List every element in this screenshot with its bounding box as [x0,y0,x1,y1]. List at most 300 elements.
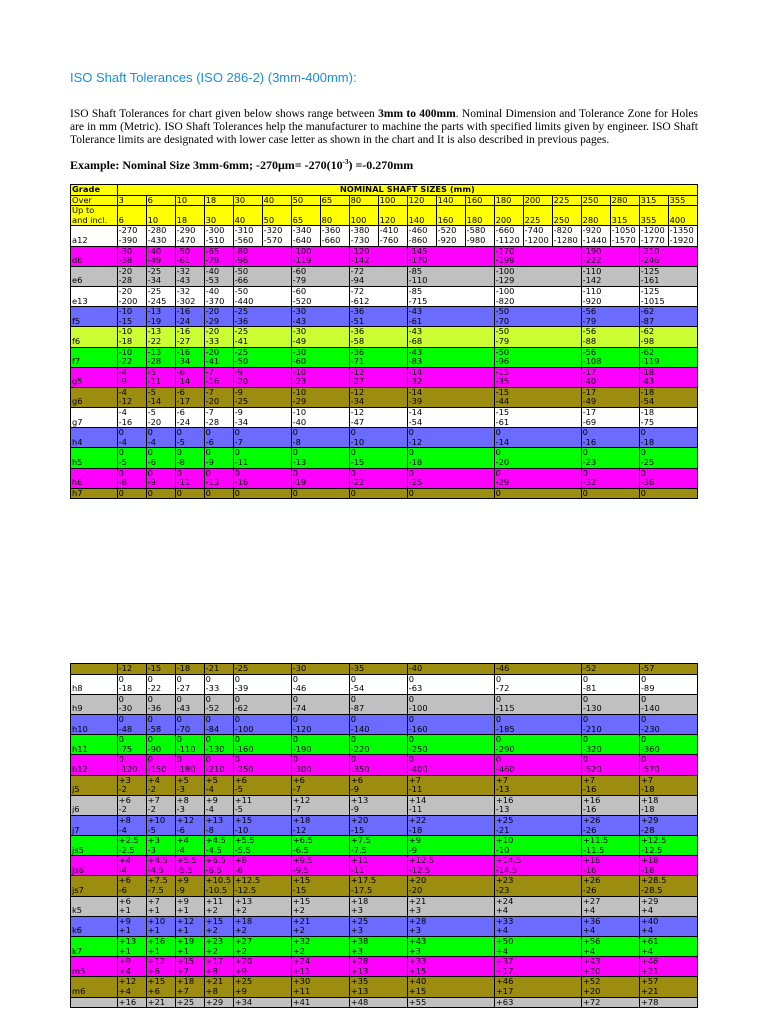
upper-deviation: 0 [408,714,415,724]
lower-deviation: -2 [147,804,156,815]
lower-deviation: -5 [234,784,243,795]
lower-deviation: +15 [408,965,427,976]
tolerance-cell [204,387,233,407]
upper-deviation: +33 [495,916,514,926]
lower-deviation: -15 [350,457,365,468]
upper-deviation: 0 [350,468,356,478]
lower-deviation: -20 [147,416,162,427]
upper-deviation: +9 [408,835,422,846]
upper-deviation: -25 [234,326,249,337]
lower-deviation: -8 [205,824,214,835]
lower-deviation: -12 [292,824,307,835]
upper-deviation: -12 [350,387,365,397]
upper-deviation: +13 [234,896,253,906]
lower-deviation: -4 [205,804,214,815]
upper-deviation: +21 [147,997,166,1007]
lower-deviation: -43 [640,376,655,387]
lower-deviation: -20 [234,376,249,387]
upper-deviation: +12.5 [408,855,435,866]
lower-deviation: -79 [582,315,597,326]
upper-deviation: 0 [205,468,211,478]
upper-deviation: -10 [118,326,133,337]
tolerance-row-j6 [71,795,698,815]
tolerance-cell [117,226,146,246]
lower-deviation: -75 [118,743,133,754]
lower-deviation: -470 [176,234,196,245]
tolerance-cell [204,775,233,795]
upper-deviation: 0 [582,714,589,724]
grade-label: k6 [71,916,118,936]
tolerance-cell [639,714,697,734]
lower-deviation: -27 [176,335,191,346]
upper-deviation: +63 [495,997,514,1007]
upper-deviation: 0 [582,447,588,458]
lower-deviation: -63 [408,683,423,694]
tolerance-cell [581,937,639,957]
upper-deviation: +4 [147,775,160,785]
tolerance-cell [117,664,146,675]
lower-deviation: +1 [176,945,189,956]
lower-deviation: -18 [118,335,133,346]
lower-deviation: +4 [495,905,509,916]
tolerance-cell [233,957,291,977]
upper-deviation: -17 [582,407,597,418]
lower-deviation: -48 [118,723,133,734]
upper-deviation: +28 [408,916,427,926]
upto-size-400: 400 [668,206,697,226]
lower-deviation: -41 [234,335,249,346]
upper-deviation: -40 [408,663,423,673]
upper-deviation: -25 [147,266,162,276]
upper-deviation: +12 [176,815,195,825]
tolerance-cell [146,714,175,734]
lower-deviation: +4 [118,986,131,996]
upto-size-80: 80 [320,206,349,226]
tolerance-cell [639,307,697,327]
tolerance-cell [494,997,581,1008]
tolerance-row-g6 [71,387,698,407]
lower-deviation: -40 [292,416,307,427]
tolerance-cell [639,266,697,286]
upper-deviation: -6 [176,367,185,377]
upper-deviation: +9 [118,956,131,967]
upper-deviation: +6.5 [205,855,226,866]
upper-deviation: 0 [234,427,240,438]
grade-label: h9 [71,694,118,714]
tolerance-cell [204,448,233,468]
tolerance-cell [349,428,407,448]
tolerance-cell [349,347,407,367]
tolerance-cell [291,795,349,815]
tolerance-cell [639,488,697,499]
over-size-315: 315 [639,195,668,206]
tolerance-cell [581,896,639,916]
lower-deviation: -4 [118,864,127,875]
lower-deviation: -40 [582,376,597,387]
upper-deviation: +7.5 [147,875,168,886]
upper-deviation: +25 [234,976,253,987]
tolerance-cell [494,347,581,367]
upper-deviation: +57 [640,976,659,987]
upper-deviation: -40 [147,246,162,256]
tolerance-cell [291,856,349,876]
lower-deviation: -96 [495,356,510,367]
lower-deviation: -34 [147,275,162,286]
upper-deviation: +32 [292,936,311,947]
tolerance-cell [291,327,349,347]
upper-deviation: 0 [640,488,646,498]
grade-label: d6 [71,246,118,266]
lower-deviation: -8 [292,436,301,447]
lower-deviation: -24 [176,416,191,427]
tolerance-cell [291,714,349,734]
over-size-120: 120 [407,195,436,206]
intro-text: ISO Shaft Tolerances for chart given below shows range between [70,108,379,120]
lower-deviation: -250 [408,743,428,754]
upto-size-10: 10 [146,206,175,226]
upper-deviation: -32 [176,286,191,296]
lower-deviation: -120 [118,763,138,774]
tolerance-cell [581,876,639,896]
upper-deviation: -410 [379,225,399,236]
tolerance-row-j7 [71,815,698,835]
upper-deviation: -7 [205,387,214,397]
lower-deviation: +1 [147,925,160,936]
upper-deviation: -18 [640,407,655,418]
tolerance-cell [175,896,204,916]
upper-deviation: 0 [205,674,211,684]
tolerance-cell [407,795,494,815]
grade-label: h5 [71,448,118,468]
lower-deviation: -18 [640,864,655,875]
tolerance-cell [204,916,233,936]
tolerance-cell [117,714,146,734]
upper-deviation: 0 [640,694,647,704]
lower-deviation: +3 [408,945,422,956]
tolerance-cell [291,367,349,387]
tolerance-cell [581,488,639,499]
tolerance-cell [233,286,291,306]
lower-deviation: -23 [292,376,307,387]
tolerance-cell [349,755,407,775]
tolerance-cell [233,266,291,286]
upto-size-40: 40 [233,206,262,226]
over-size-250: 250 [581,195,610,206]
lower-deviation: -2 [147,784,156,795]
upper-deviation: 0 [582,427,588,438]
tolerance-cell [233,468,291,488]
tolerance-cell [639,775,697,795]
tolerance-cell [175,856,204,876]
lower-deviation: -1570 [611,234,636,245]
upper-deviation: 0 [205,427,211,438]
tolerance-cell [117,387,146,407]
tolerance-cell [639,468,697,488]
tolerance-cell [204,246,233,266]
tolerance-cell [494,836,581,856]
tolerance-cell [639,226,668,246]
upper-deviation: 0 [408,488,414,498]
lower-deviation: -6 [147,457,156,468]
lower-deviation: -50 [234,356,249,367]
lower-deviation: -18 [408,824,423,835]
upper-deviation: +5 [205,775,218,785]
upper-deviation: -20 [205,326,220,337]
tolerance-cell [175,937,204,957]
tolerance-cell [494,664,581,675]
tolerance-cell [146,815,175,835]
lower-deviation: +9 [234,986,247,996]
over-size-355: 355 [668,195,697,206]
over-size-160: 160 [465,195,494,206]
upper-deviation: +21 [205,976,224,987]
upper-deviation: -15 [495,407,510,418]
upper-deviation: -32 [176,266,191,276]
lower-deviation: -12 [118,396,133,407]
tolerance-cell [494,977,581,997]
lower-deviation: -79 [292,275,307,286]
tolerance-cell [146,957,175,977]
lower-deviation: -16 [205,376,220,387]
tolerance-cell [175,226,204,246]
header-row-upto [71,206,698,226]
over-size-40: 40 [262,195,291,206]
upper-deviation: -340 [292,225,312,236]
upper-deviation: +6 [234,775,247,785]
upto-label: Up to and incl. [71,206,118,226]
tolerance-cell [146,775,175,795]
tolerance-cell [349,836,407,856]
tolerance-cell [349,327,407,347]
tolerance-cell [117,795,146,815]
lower-deviation: -222 [582,255,602,266]
lower-deviation: -54 [408,416,423,427]
tolerance-cell [407,714,494,734]
upper-deviation: -18 [640,367,655,377]
upper-deviation: 0 [292,674,298,684]
over-size-6: 6 [146,195,175,206]
lower-deviation: -23 [495,885,510,896]
grade-label: e6 [71,266,118,286]
tolerance-cell [494,226,523,246]
tolerance-cell [233,674,291,694]
tolerance-cell [146,286,175,306]
upper-deviation: +30 [292,976,311,987]
lower-deviation: -38 [118,255,133,266]
upper-deviation: +72 [582,997,601,1007]
upper-deviation: 0 [147,468,153,478]
lower-deviation: -61 [176,255,191,266]
lower-deviation: -22 [350,477,365,488]
tolerance-cell [494,674,581,694]
lower-deviation: -44 [495,396,510,407]
upper-deviation: -920 [582,225,602,236]
tolerance-cell [291,664,349,675]
upper-deviation: 0 [582,734,589,745]
tolerance-row-h12 [71,755,698,775]
grade-label: f5 [71,307,118,327]
tolerance-cell [407,876,494,896]
lower-deviation: +3 [408,905,422,916]
lower-deviation: -72 [495,683,510,694]
tolerance-cell [407,937,494,957]
upper-deviation: -40 [205,286,220,296]
upper-deviation: +18 [292,815,311,825]
upper-deviation: -50 [176,246,191,256]
lower-deviation: -820 [495,295,515,306]
lower-deviation: +8 [205,986,218,996]
lower-deviation: -89 [640,683,655,694]
upper-deviation: 0 [147,674,153,684]
lower-deviation: +7 [176,986,189,996]
lower-deviation: -11.5 [582,844,605,855]
tolerance-cell [407,367,494,387]
lower-deviation: -130 [582,703,602,714]
upper-deviation: 0 [292,754,298,765]
lower-deviation: -16 [582,864,597,875]
tolerance-row-h10 [71,714,698,734]
lower-deviation: -5 [147,824,156,835]
tolerance-cell [639,674,697,694]
upper-deviation: +16 [582,795,601,805]
tolerance-cell [291,246,349,266]
lower-deviation: -17 [176,396,191,407]
lower-deviation: -36 [640,477,655,488]
upper-deviation: -170 [495,246,515,256]
lower-deviation: -15 [350,824,365,835]
lower-deviation: -35 [495,376,510,387]
upper-deviation: +5 [176,775,189,785]
tolerance-cell [639,367,697,387]
upper-deviation: -6 [176,407,185,418]
upper-deviation: +28 [350,956,369,967]
lower-deviation: -150 [147,763,167,774]
lower-deviation: -920 [437,234,457,245]
lower-deviation: -3 [176,784,185,795]
upper-deviation: +25 [495,815,514,825]
upper-deviation: +16 [147,936,166,947]
upper-deviation: -120 [350,246,370,256]
tolerance-cell [175,347,204,367]
tolerance-cell [407,246,494,266]
upper-deviation: -56 [582,347,597,357]
lower-deviation: -18 [640,436,655,447]
upper-deviation: +12 [118,976,137,987]
lower-deviation: -70 [176,723,191,734]
tolerance-cell [175,775,204,795]
tolerance-cell [349,266,407,286]
upper-deviation: -310 [234,225,254,236]
over-size-100: 100 [378,195,407,206]
tolerance-cell [639,448,697,468]
lower-deviation: -360 [640,743,660,754]
grade-label: g5 [71,367,118,387]
upper-deviation: -62 [640,326,655,337]
lower-deviation: -920 [582,295,602,306]
upper-deviation: +18 [350,896,369,906]
lower-deviation: +4 [495,945,509,956]
upper-deviation: +5.5 [234,835,255,846]
tolerance-cell [581,755,639,775]
tolerance-row-h8 [71,674,698,694]
tolerance-cell [639,856,697,876]
lower-deviation: -1280 [553,234,578,245]
upper-deviation: 0 [640,754,647,765]
upper-deviation: 0 [582,468,588,478]
lower-deviation: +2 [292,925,305,936]
upper-deviation: 0 [640,714,647,724]
tolerance-cell [117,997,146,1008]
upper-deviation: 0 [640,447,646,458]
lower-deviation: -20 [495,457,510,468]
lower-deviation: -185 [495,723,515,734]
lower-deviation: +4 [582,945,596,956]
upper-deviation: +15 [147,976,166,987]
lower-deviation: -33 [205,683,220,694]
lower-deviation: -8 [234,864,243,875]
upper-deviation: 0 [147,694,153,704]
lower-deviation: -7 [292,804,301,815]
upper-deviation: -145 [408,246,428,256]
tolerance-cell [175,836,204,856]
upper-deviation: -14 [408,407,423,418]
lower-deviation: -28 [147,356,162,367]
upper-deviation: -12 [350,367,365,377]
tolerance-cell [233,448,291,468]
tolerance-cell [349,735,407,755]
lower-deviation: -5 [234,804,243,815]
lower-deviation: -129 [495,275,515,286]
upper-deviation: 0 [582,674,589,684]
lower-deviation: -119 [640,356,660,367]
tolerance-cell [291,896,349,916]
lower-deviation: -1920 [669,234,694,245]
lower-deviation: -760 [379,234,399,245]
upper-deviation: -25 [234,347,249,357]
tolerance-cell [639,977,697,997]
tolerance-cell [639,387,697,407]
upper-deviation: +13 [205,815,224,825]
upper-deviation: -7 [205,367,214,377]
lower-deviation: -16 [582,436,597,447]
tolerance-cell [146,367,175,387]
lower-deviation: +13 [350,965,369,976]
lower-deviation: -70 [495,315,510,326]
tolerance-cell [175,977,204,997]
tolerance-cell [349,815,407,835]
upper-deviation: +40 [640,916,659,926]
tolerance-cell [494,755,581,775]
lower-deviation: -1770 [640,234,665,245]
over-size-10: 10 [175,195,204,206]
lower-deviation: -84 [205,723,220,734]
tolerance-cell [233,694,291,714]
lower-deviation: -24 [176,315,191,326]
upto-size-140: 140 [407,206,436,226]
tolerance-cell [494,937,581,957]
lower-deviation: -53 [205,275,220,286]
upper-deviation: 0 [350,714,357,724]
upper-deviation: +20 [234,956,253,967]
upper-deviation: -12 [118,663,133,673]
lower-deviation: -2 [118,804,127,815]
upper-deviation: -580 [466,225,486,236]
tolerance-cell [291,468,349,488]
upper-deviation: -1350 [669,225,694,236]
example-pre: Example: Nominal Size 3mm-6mm; -270μm= -270(10 [70,158,343,172]
lower-deviation: -32 [408,376,423,387]
tolerance-cell [639,694,697,714]
